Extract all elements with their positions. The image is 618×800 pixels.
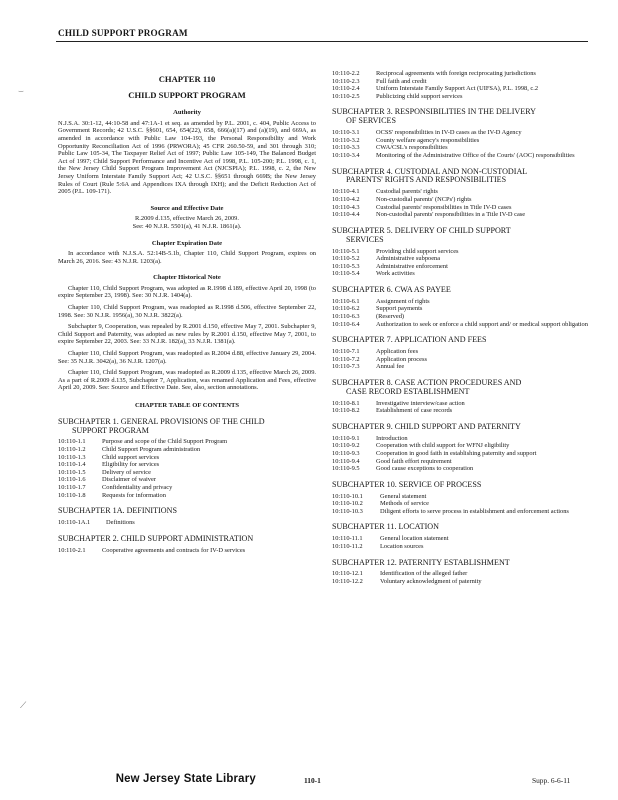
- subchapter-heading-line: SUBCHAPTER 1A. DEFINITIONS: [58, 506, 177, 516]
- section-title: Non-custodial parents' (NCPs') rights: [376, 195, 472, 203]
- section-number: 10:110-7.2: [332, 355, 360, 363]
- authority-text: N.J.S.A. 30:1-12, 44:10-58 and 47:1A-1 et seq. as amended by P.L. 2001, c. 404, Public Access to Government Records; 42 U.S.C. §§601, 654, 654(22), 658, 666(a)(17) and (a)(19), and 669A, as amended in accordance with Public Law 104-193, the Personal Responsibility and Work Opportunity Reconciliation Act of 1996 (PRWORA); 45 CFR 260.50-59, and 301 through 310; Public Law 105-34, The Taxpayer Relief Act of 1997; Public Law 105-149, The Balanced Budget Act of 1997; Child Support Performance and Incentive Act of 1998, P.L. 105-200; P.L. 1998, c. 1, the New Jersey Child Support Program Improvement Act (NJCSPIA); P.L. 1998, c. 2, the New Jersey Uniform Interstate Family Support Act; 42 U.S.C. §§651 through 669B; the New Jersey Rules of Court (Rule 5:6A and Appendices IXA through IXH); and the Deficit Reduction Act of 2005 (P.L. 109-171).: [58, 119, 316, 196]
- section-number: 10:110-11.2: [332, 542, 363, 550]
- subchapter-heading-line: SUBCHAPTER 12. PATERNITY ESTABLISHMENT: [332, 557, 510, 567]
- toc-entry: [332, 70, 589, 78]
- section-number: 10:110-3.2: [332, 136, 360, 144]
- section-title: Uniform Interstate Family Support Act (UIFSA), P.L. 1998, c.2: [376, 85, 539, 93]
- section-number: 10:110-5.4: [332, 270, 360, 278]
- subchapter-heading: [332, 168, 589, 186]
- subchapter-heading: [58, 535, 316, 544]
- section-number: 10:110-10.2: [332, 500, 363, 508]
- section-title: Confidentiality and privacy: [102, 483, 173, 491]
- toc-entry: [332, 356, 589, 364]
- section-title: Annual fee: [376, 363, 405, 371]
- section-title: Providing child support services: [376, 247, 459, 255]
- section-number: 10:110-9.4: [332, 457, 360, 465]
- section-number: 10:110-6.3: [332, 313, 360, 321]
- toc-entry: [332, 248, 589, 256]
- section-number: 10:110-3.4: [332, 151, 360, 159]
- section-number: 10:110-11.1: [332, 535, 363, 543]
- margin-mark: ⌣: [18, 86, 24, 96]
- section-number: 10:110-1.7: [58, 483, 86, 491]
- subchapter-heading-line: SUBCHAPTER 8. CASE ACTION PROCEDURES AND: [332, 377, 522, 387]
- toc-entry: [332, 458, 589, 466]
- section-title: (Reserved): [376, 313, 405, 321]
- subchapter-heading-line: SUBCHAPTER 5. DELIVERY OF CHILD SUPPORT: [332, 225, 511, 235]
- toc-entry: [332, 500, 589, 508]
- section-title: Assignment of rights: [376, 297, 430, 305]
- section-number: 10:110-4.3: [332, 203, 360, 211]
- supplement-date: Supp. 6-6-11: [532, 776, 571, 785]
- subchapter-heading: [58, 418, 316, 436]
- toc-left: [58, 418, 316, 555]
- page-number: 110-1: [304, 776, 321, 785]
- chapter-title: CHILD SUPPORT PROGRAM: [128, 89, 246, 100]
- toc-entry: [332, 152, 589, 160]
- section-title: Cooperation in good faith in establishing paternity and support: [376, 450, 537, 457]
- subchapter-heading: [332, 227, 589, 245]
- section-number: 10:110-1.2: [58, 446, 86, 453]
- subchapter-heading: [332, 423, 589, 432]
- section-title: Reciprocal agreements with foreign reciprocating jurisdictions: [376, 70, 536, 77]
- section-number: 10:110-5.1: [332, 247, 360, 255]
- subchapter-heading-line: SUBCHAPTER 1. GENERAL PROVISIONS OF THE CHILD: [58, 416, 265, 426]
- section-number: 10:110-7.3: [332, 363, 360, 371]
- section-title: Child Support Program administration: [102, 446, 201, 453]
- section-title: County welfare agency's responsibilities: [376, 136, 480, 144]
- toc-entry: [58, 454, 316, 462]
- right-column: [332, 70, 589, 586]
- section-number: 10:110-6.2: [332, 305, 360, 313]
- section-title: Cooperation with child support for WFNJ eligibility: [376, 442, 510, 450]
- section-number: 10:110-8.2: [332, 407, 360, 415]
- subchapter-heading-line: SUBCHAPTER 7. APPLICATION AND FEES: [332, 335, 487, 345]
- toc-entry: [332, 78, 589, 86]
- toc-entry: [332, 313, 589, 321]
- section-number: 10:110-1.3: [58, 453, 86, 461]
- section-title: Child support services: [102, 453, 160, 461]
- subchapter-heading-line: SUPPORT PROGRAM: [72, 425, 149, 435]
- section-title: Purpose and scope of the Child Support Program: [102, 438, 228, 446]
- subchapter-heading-line: SUBCHAPTER 6. CWA AS PAYEE: [332, 284, 451, 294]
- subchapter-heading-line: SUBCHAPTER 4. CUSTODIAL AND NON-CUSTODIAL: [332, 166, 528, 176]
- section-number: 10:110-6.4: [332, 320, 360, 328]
- toc-entry: [332, 570, 589, 578]
- section-number: 10:110-7.1: [332, 348, 360, 356]
- toc-entry: [332, 535, 589, 543]
- subchapter-heading-line: SUBCHAPTER 2. CHILD SUPPORT ADMINISTRATION: [58, 533, 254, 543]
- section-title: Publicizing child support services: [376, 92, 463, 100]
- section-number: 10:110-10.3: [332, 507, 363, 515]
- history-heading: Chapter Historical Note: [153, 274, 221, 282]
- section-number: 10:110-3.1: [332, 129, 360, 137]
- subchapter-heading: [332, 286, 589, 295]
- section-title: General location statement: [380, 535, 449, 543]
- toc-entry: [58, 484, 316, 492]
- left-column: [58, 70, 316, 554]
- section-title: Work activities: [376, 270, 415, 278]
- toc-entry: [58, 476, 316, 484]
- history-notes: [58, 285, 316, 392]
- history-paragraph: Subchapter 9, Cooperation, was repealed by R.2001 d.150, effective May 7, 2001. Subchapter 9, Child Support and Paternity, was adopted as new rules by R.2001 d.150, effective May 7, 2001, to expire September 22, 2003. See: 33 N.J.R. 182(a), 33 N.J.R. 1381(a).: [58, 323, 316, 346]
- toc-entry: [332, 400, 589, 408]
- subchapter-heading-line: SUBCHAPTER 11. LOCATION: [332, 522, 439, 532]
- toc-entry: [332, 435, 589, 443]
- toc-entry: [332, 508, 589, 516]
- toc-entry: [332, 263, 589, 271]
- section-number: 10:110-10.1: [332, 492, 363, 500]
- subchapter-heading: [332, 379, 589, 397]
- toc-entry: [58, 547, 316, 555]
- subchapter-heading: [332, 481, 589, 490]
- subchapter-heading: [332, 336, 589, 345]
- section-title: CWA/CSL's responsibilities: [376, 144, 448, 152]
- section-title: Application process: [376, 355, 427, 363]
- section-title: Support payments: [376, 305, 423, 313]
- toc-entry: [332, 450, 589, 458]
- section-number: 10:110-9.3: [332, 450, 360, 457]
- section-title: Location sources: [380, 542, 424, 550]
- toc-entry: [332, 204, 589, 212]
- section-number: 10:110-2.1: [58, 546, 86, 554]
- subchapter-heading: [332, 108, 589, 126]
- toc-entry: [332, 321, 589, 329]
- toc-right: [332, 108, 589, 585]
- section-number: 10:110-9.2: [332, 442, 360, 450]
- section-title: Diligent efforts to serve process in establishment and enforcement actions: [380, 507, 569, 515]
- section-number: 10:110-1A.1: [58, 519, 91, 527]
- section-number: 10:110-1.6: [58, 476, 86, 484]
- toc-entry: [332, 85, 589, 93]
- toc-entry: [58, 446, 316, 454]
- expiration-heading: Chapter Expiration Date: [151, 239, 223, 247]
- section-title: Disclaimer of waiver: [102, 476, 156, 484]
- toc-entry: [332, 255, 589, 263]
- section-number: 10:110-1.4: [58, 461, 86, 469]
- section-number: 10:110-2.4: [332, 85, 360, 93]
- subchapter-heading-line: SUBCHAPTER 10. SERVICE OF PROCESS: [332, 479, 482, 489]
- section-number: 10:110-4.4: [332, 211, 360, 219]
- section-number: 10:110-8.1: [332, 399, 360, 407]
- toc-entry: [332, 137, 589, 145]
- source-line-1: R.2009 d.135, effective March 26, 2009.: [135, 215, 239, 223]
- toc-entry: [332, 270, 589, 278]
- subchapter-heading: [332, 559, 589, 568]
- toc-entry: [58, 469, 316, 477]
- history-paragraph: Chapter 110, Child Support Program, was readopted as R.2009 d.135, effective March 26, 2009. As a part of R.2009 d.135, Subchapter 7, Application, was renamed Application and Fees, effective April 20, 2009. See: Source and Effective Date. See, also, section annotations.: [58, 369, 316, 392]
- toc-entry: [332, 493, 589, 501]
- toc-entry: [332, 305, 589, 313]
- section-number: 10:110-1.5: [58, 468, 86, 476]
- toc-right-continued: [332, 70, 589, 100]
- toc-entry: [332, 129, 589, 137]
- subchapter-heading-line: OF SERVICES: [346, 116, 396, 126]
- section-title: Delivery of service: [102, 468, 151, 476]
- section-number: 10:110-9.1: [332, 434, 360, 442]
- section-number: 10:110-6.1: [332, 297, 360, 305]
- history-paragraph: Chapter 110, Child Support Program, was readopted as R.2004 d.88, effective January 29, 2004. See: 35 N.J.R. 3042(a), 36 N.J.R. 1207(a).: [58, 350, 316, 365]
- toc-heading: CHAPTER TABLE OF CONTENTS: [134, 402, 240, 409]
- toc-entry: [332, 348, 589, 356]
- section-number: 10:110-2.3: [332, 77, 360, 85]
- section-number: 10:110-9.5: [332, 465, 360, 473]
- section-title: Custodial parents' rights: [376, 188, 438, 196]
- section-title: Investigative interview/case action: [376, 399, 465, 407]
- subchapter-heading-line: PARENTS' RIGHTS AND RESPONSIBILITIES: [346, 175, 507, 185]
- authority-heading: Authority: [173, 109, 201, 117]
- section-number: 10:110-1.1: [58, 438, 86, 446]
- history-paragraph: Chapter 110, Child Support Program, was readopted as R.1998 d.506, effective September 22, 1998. See: 30 N.J.R. 1956(a), 30 N.J.R. 3822(a).: [58, 304, 316, 319]
- section-title: Authorization to seek or enforce a child support and/ or medical support obligation: [376, 320, 588, 328]
- section-number: 10:110-1.8: [58, 491, 86, 499]
- section-number: 10:110-5.2: [332, 255, 360, 263]
- section-number: 10:110-5.3: [332, 262, 360, 270]
- section-title: Application fees: [376, 348, 419, 356]
- section-title: Non-custodial parents' responsibilities in a Title IV-D case: [376, 211, 526, 219]
- toc-entry: [332, 211, 589, 219]
- section-title: Administrative enforcement: [376, 262, 448, 270]
- running-head: CHILD SUPPORT PROGRAM: [58, 28, 188, 38]
- header-rule: [56, 41, 588, 42]
- section-number: 10:110-2.2: [332, 70, 360, 77]
- section-title: Requests for information: [102, 491, 166, 499]
- section-title: Cooperative agreements and contracts for IV-D services: [102, 546, 246, 554]
- section-title: Methods of service: [380, 500, 429, 508]
- subchapter-heading-line: SUBCHAPTER 3. RESPONSIBILITIES IN THE DELIVERY: [332, 107, 536, 117]
- history-paragraph: Chapter 110, Child Support Program, was adopted as R.1998 d.189, effective April 20, 1998 (to expire September 23, 1998). See: 30 N.J.R. 1404(a).: [58, 284, 316, 300]
- section-number: 10:110-3.3: [332, 144, 360, 152]
- library-stamp: New Jersey State Library: [115, 771, 256, 785]
- margin-mark: ⟋: [20, 700, 27, 710]
- section-title: Good faith effort requirement: [376, 457, 452, 465]
- section-number: 10:110-4.2: [332, 195, 360, 203]
- toc-entry: [332, 188, 589, 196]
- section-title: Administrative subpoena: [376, 255, 441, 263]
- expiration-text: In accordance with N.J.S.A. 52:14B-5.1b, Chapter 110, Child Support Program, expires on March 26, 2016. See: 43 N.J.R. 1203(a).: [58, 250, 316, 265]
- section-title: Identification of the alleged father: [380, 570, 468, 578]
- toc-entry: [332, 407, 589, 415]
- subchapter-heading: [58, 507, 316, 516]
- section-title: Eligibility for services: [102, 461, 160, 469]
- toc-entry: [332, 93, 589, 101]
- section-title: General statement: [380, 492, 427, 500]
- subchapter-heading-line: SUBCHAPTER 9. CHILD SUPPORT AND PATERNITY: [332, 421, 521, 431]
- toc-entry: [58, 492, 316, 500]
- section-title: Introduction: [376, 434, 408, 442]
- section-number: 10:110-2.5: [332, 92, 360, 100]
- toc-entry: [332, 442, 589, 450]
- section-title: Full faith and credit: [376, 77, 427, 85]
- subchapter-heading-line: SERVICES: [346, 234, 384, 244]
- section-title: OCSS' responsibilities in IV-D cases as the IV-D Agency: [376, 129, 522, 137]
- subchapter-heading-line: CASE RECORD ESTABLISHMENT: [346, 386, 470, 396]
- toc-entry: [332, 543, 589, 551]
- toc-entry: [332, 144, 589, 152]
- section-title: Definitions: [106, 519, 135, 527]
- section-number: 10:110-4.1: [332, 188, 360, 196]
- toc-entry: [332, 298, 589, 306]
- toc-entry: [332, 465, 589, 473]
- section-number: 10:110-12.2: [332, 578, 363, 586]
- section-title: Custodial parents' responsibilities in Title IV-D cases: [376, 203, 512, 211]
- toc-entry: [332, 196, 589, 204]
- subchapter-heading: [332, 523, 589, 532]
- section-number: 10:110-12.1: [332, 570, 363, 578]
- section-title: Establishment of case records: [376, 407, 453, 415]
- toc-entry: [58, 519, 316, 527]
- section-title: Monitoring of the Administrative Office of the Courts' (AOC) responsibilities: [376, 151, 575, 159]
- section-title: Good cause exceptions to cooperation: [376, 465, 474, 473]
- source-line-2: See: 40 N.J.R. 5501(a), 41 N.J.R. 1861(a).: [132, 222, 242, 230]
- chapter-number: CHAPTER 110: [158, 74, 216, 84]
- toc-entry: [332, 363, 589, 371]
- section-title: Voluntary acknowledgment of paternity: [380, 578, 482, 586]
- toc-entry: [58, 461, 316, 469]
- toc-entry: [332, 578, 589, 586]
- source-heading: Source and Effective Date: [150, 204, 224, 212]
- toc-entry: [58, 438, 316, 446]
